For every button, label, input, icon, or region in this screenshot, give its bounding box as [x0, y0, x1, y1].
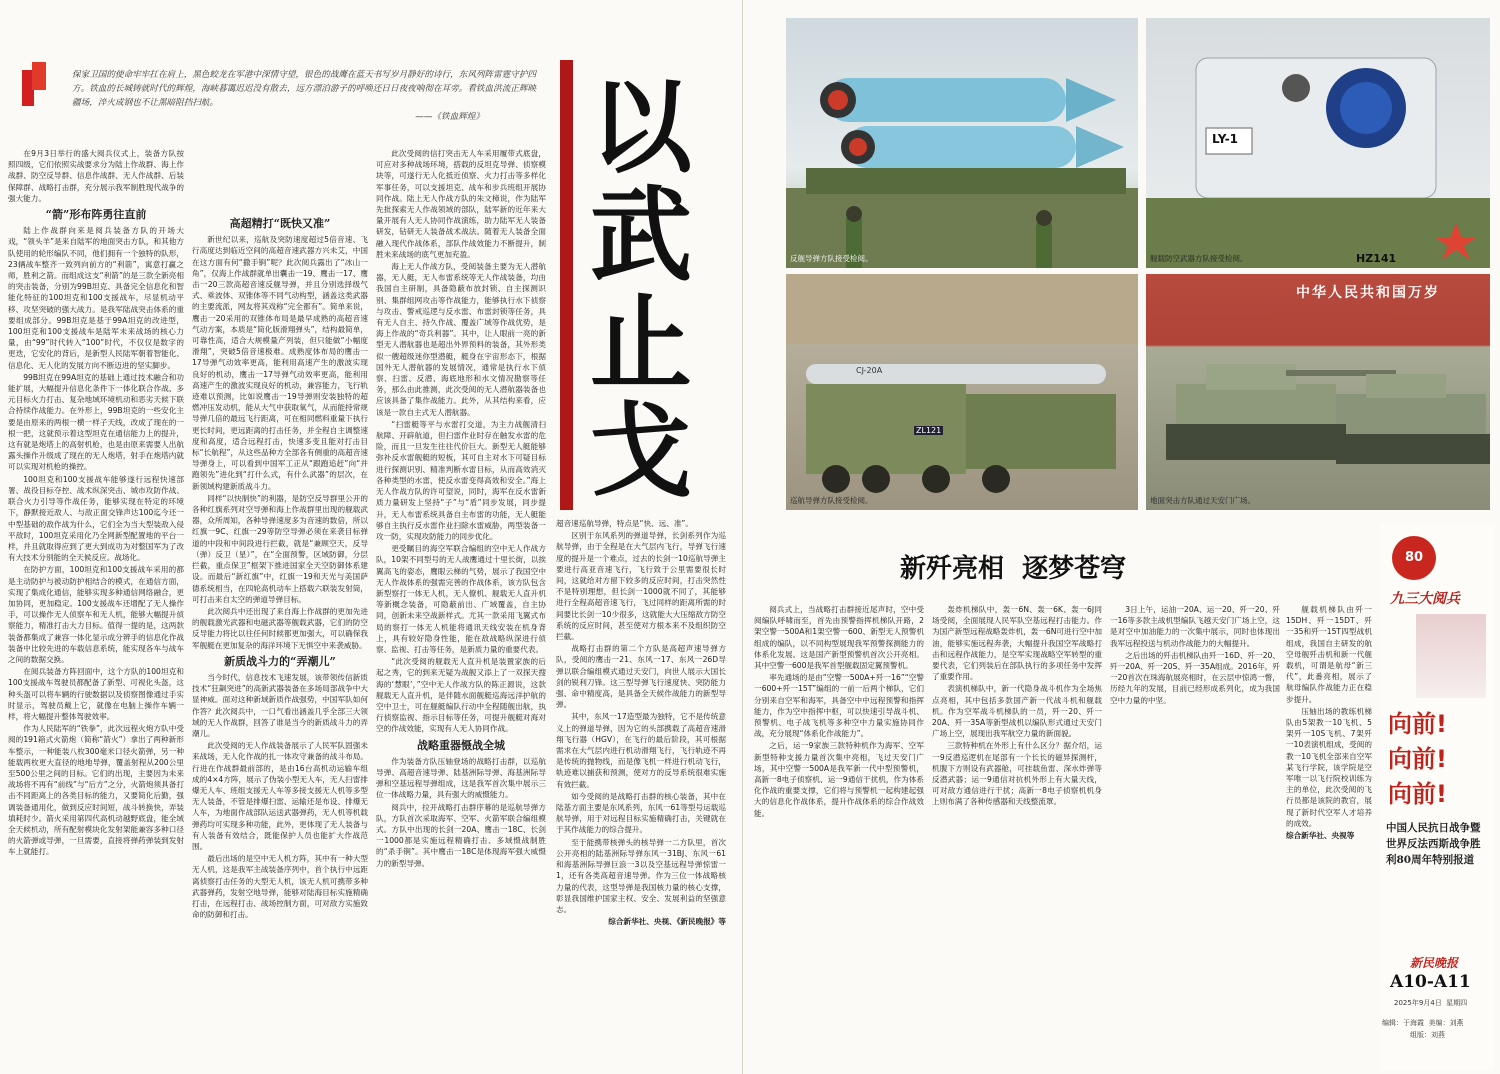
photo-caption: 巡航导弹方队接受检阅。	[790, 496, 873, 505]
section2-column-4	[1286, 604, 1372, 1064]
body-paragraph: 3日上午，运油一20A、运一20、歼一20、歼一16等多款主战机型编队飞越天安门广场上空，这是对空中加油能力的一次集中展示，同时也体现出我军远程投送与机动作战能力的大幅提升。	[1110, 605, 1280, 648]
photo-caption: 舰载防空武器方队接受检阅。	[1150, 254, 1248, 263]
body-paragraph: 之后出场的歼击机梯队由歼一16D、歼一20、歼一20A、歼一20S、歼一35A组成。2016年，歼一20首次在珠海航展亮相时，在云层中惊鸿一瞥，历经九年的发展，目前已经形成系列化，成为我国空中力量的中坚。	[1110, 650, 1280, 705]
article-column-4	[556, 518, 726, 1064]
monument-graphic	[1416, 614, 1486, 698]
slogan: 向前!	[1388, 780, 1447, 808]
subheading-arrow-formation: “箭”形布阵勇往直前	[45, 208, 147, 222]
slogan: 向前!	[1388, 745, 1447, 773]
section-title: 新歼亮相 逐梦苍穹	[900, 554, 1127, 584]
page-range: A10-A11	[1390, 972, 1471, 992]
missile-label: CJ-20A	[856, 366, 883, 375]
series-title: 九三大阅兵	[1390, 591, 1460, 607]
tank-illustration	[1146, 274, 1490, 510]
body-paragraph: 表演机梯队中，新一代隐身战斗机作为全场焦点亮相，其中包括多款国产新一代战斗机和舰载机。作为空军战斗机梯队的一员，歼一20、歼一20A、歼一35A等新型战机以编队形式通过天安门广场上空，展现出我军航空力量的新面貌。	[932, 684, 1102, 739]
layout-credit: 组版：刘燕	[1410, 1031, 1445, 1039]
headline-char: 武	[590, 177, 692, 296]
body-paragraph: 之后，运一9家族三款特种机作为海军、空军新型特种支援力量首次集中亮相，飞过天安门广场，其中空警一500A是我军新一代中型预警机，高新一8电子侦察机、运一9通信干扰机，作为体系化作战的重要支撑，它们将与预警机一起构建起强大的信息化作战体系，提升作战体系的综合作战效能。	[754, 741, 924, 818]
body-paragraph: 最后出场的是空中无人机方阵，其中有一种大型无人机，这是我军主战装备序列中，首个执行中远距离侦察打击任务的大型无人机，该无人机可携带多种武器弹药，发射空地导弹，能够对陆海目标实施精确打击，在远程打击、战场控制方面，可对敌方实施致命的防御和打击。	[192, 854, 368, 920]
intro-quote-text: 保家卫国的使命牢牢扛在肩上，黑色蛟龙在军港中深情守望，银色的战鹰在蓝天书写岁月静好的诗行，东风列阵雷霆守护四方。铁血的长城铸就时代的辉煌，海峡暮霭迟迟没有散去，远方漂泊游子的呼唤还日日夜夜响彻在耳旁。看铁血洪流正辉映疆场，淬火成钢也不让黑暗阻挡扫航。	[72, 70, 537, 108]
emblem-icon	[1392, 536, 1436, 580]
newspaper-logo: 新民晚报	[1410, 956, 1459, 970]
body-paragraph: 阅兵式上，当战略打击群接近尾声时，空中受阅编队呼啸而至，首先由预警指挥机梯队开路，2架空警一500A和1架空警一600、新型无人预警机组成的编队，以不同构型展现我军预警探测能力的体系化发展。这是国产新型预警机首次公开亮相。其中空警一600是我军首型舰载固定翼预警机。	[754, 605, 924, 671]
headline-red-bar	[560, 60, 573, 510]
body-paragraph: “此次受阅的舰载无人直升机是装置家族的后起之秀，它的到来无疑为战舰又添上了一双探天搜海的‘慧眼’，”空中无人作战方队的陈正源说，这款舰载无人直升机，是伴随水面舰艇巡海远洋护航的空中卫士，可在舰艇编队行动中全程随舰出航，执行侦察监视、指示目标等任务，可提升舰艇对海对空的作战效能，实现有人无人协同作战。	[376, 657, 546, 734]
article-column-1	[8, 148, 184, 1064]
photo-shipborne-air-defense	[1146, 18, 1490, 268]
ly1-label: LY-1	[1212, 132, 1239, 146]
cruise-missile-illustration	[786, 274, 1138, 510]
section2-column-2	[932, 604, 1102, 1064]
body-paragraph: 陆上作战群向来是阅兵装备方队的开场大戏，“领头羊”是来自陆军的地面突击方队，和其他方队使用的轮形编队不同，他们拥有一个独特的队形，23辆战车整齐一致列向前方的“利箭”，寓意打赢之师，胜利之箭。而组成这支“利箭”的是三款全新亮相的突击装备，分别为99B坦克、具备完全信息化和智能化特征的100坦克和100支援战车，尽显机动平移、攻坚突破的强大战力。是我军陆战突击体系的重要组成部分。99B坦克是基于99A坦克的改进型，100坦克和100支援战车是陆军未来战场的核心力量，由“99”时代转入“100”时代，不仅仅是数字的更迭，它安化的背后，是新型人民陆军朝着智能化、信息化、无人化的发展方向不断迈进的坚实脚步。	[8, 226, 184, 370]
body-paragraph: 率先通场的是由“空警一500A+歼一16”“空警一600+歼一15T”编组的一前一后两个梯队，它们分别来自空军和海军，具备空中中远程预警和指挥能力，作为空中指挥中枢，可以快速引导战斗机、预警机、电子战飞机等多种空中力量实施协同作战，充分展现“体系化作战能力”。	[754, 673, 924, 739]
page-gutter	[742, 0, 743, 1074]
intro-quote-source: ——《铁血辉煌》	[415, 112, 484, 122]
body-paragraph: 至于能携带核弹头的核导弹一二方队里，首次公开亮相的陆基洲际导弹东风一31BJ、东风一61和海基洲际导弹巨浪一3以及空基远程导弹惊雷一1，还有各类高超音速导弹。作为三位一体战略核力量的代表，这型导弹是我国核力量的核心支撑，彰显我国维护国家主权、安全、发展利益的坚强意志。	[556, 837, 726, 914]
ly1-illustration	[1146, 18, 1490, 268]
body-paragraph: 三款特种机在外形上有什么区分？据介绍，运一9反潜巡逻机在尾部有一个长长的磁异探测杆，机腹下方则设有武器舱，可挂载鱼雷、深水炸弹等反潜武器；运一9通信对抗机外形上有大量天线，可对敌方通信进行干扰；高新一8电子侦察机机身上则布满了各种传感器和天线整流罩。	[932, 741, 1102, 807]
body-paragraph: 在阅兵装备方阵回面中，这个方队的100坦克和100支援战车驾驶员都配备了新型、可视化头盔，这种头盔可以将车辆的行驶数据以及侦察图像通过手实时显示，驾驶员戴上它，就像在电脑上操作车辆一样，将大幅提升整体驾驶效率。	[8, 667, 184, 721]
body-paragraph: 作为装备方队压轴登场的战略打击群，以巡航导弹、高超音速导弹、陆基洲际导弹、海基洲际导弹和空基远程导弹组成，这是我军首次集中展示三位一体战略力量，具有强大的威慑能力。	[376, 756, 546, 800]
article-credit: 综合新华社、央视等	[1286, 831, 1355, 841]
body-paragraph: 此次受阅的信打突击无人车采用履带式底盘，可应对多种战场环境，搭载的反坦克导弹、侦察模块等，可遂行无人化抵近侦察、火力打击等多样化军事任务，可以支援坦克、战车和步兵班组开展协同作战。陆上无人作战方队的朱文樟说，作为陆军先批探索无人作战领域的部队，陆军新的近年来大量开展有人无人协同作战演练，助力陆军无人装备研发，钻研无人装备战术战法。随着无人装备全面融入现代作战体系，部队作战效能力不断提升，制胜未来战场的底气更加充盈。	[376, 149, 546, 259]
photo-ground-assault-tanks	[1146, 274, 1490, 510]
photo-caption: 地面突击方队通过天安门广场。	[1150, 496, 1255, 505]
photo-cruise-missiles	[786, 274, 1138, 510]
subheading-hypersonic: 高超精打“既快又准”	[229, 217, 331, 230]
article-column-3	[376, 148, 546, 1064]
body-paragraph: 更受瞩目的海空军联合编组的空中无人作战方队，10架不同型号的无人战鹰通过十里长街，以挨翼高飞的姿态，鹰眼云梯的气势，展示了我国空中无人作战体系的强需完善的作战体系，该方队包含新型察打一体无人机，无人僚机、舰载无人直升机等新概念装备，可隐蔽前出、广域覆盖，自主协同，创新未来空战新样式。尤其一款采用飞翼式布局的察打一体无人机能将通讯天线安装在机身背上，具有较好隐身性能，能在敌战略纵深进行侦察、监视、打击等任务，是新质力量的重要代表。	[376, 544, 546, 654]
body-paragraph: 海上无人作战方队，受阅装备主要为无人潜航器，无人艇，无人布雷系统等无人作战装备，均由我国自主研制，具备隐蔽布放封锁、自主探测识别、集群组网攻击等作战能力，能够执行水下侦察与攻击、警戒巡逻与反水雷、布雷封锁等任务，具有无人自主、持久作战、覆盖广域等作战优势，是海上作战的“奇兵利器”。其中，让人眼前一亮的新型无人潜航器也是超出外界预料的装备，其外形类似一艘超级迷你型潜艇，艇身在宇宙形态下，根据国外无人潜航器的发展情况，通常是执行水下侦察、扫雷、反潜、海底地形和水文情况勘察等任务，那么由此推测，此次受阅的无人潜航器装备也应该具备了集作战能力。此外，从其结构来看，应该是一款自主式无人潜航器。	[376, 262, 546, 417]
body-paragraph: 战略打击群的第二个方队是高超声速导弹方队，受阅的鹰击一21、东风一17、东风一26D导弹以联合编组模式通过天安门，向世人展示大国长剑的锐利刀锋。这三型导弹飞行速度快、突防能力强、命中精度高，是具备全天候作战能力的新型导弹。	[556, 644, 726, 710]
body-paragraph: “扫雷艇等平与水雷打交道，为主力战舰清扫航障、开辟航道，但扫雷作业时存在触发水雷的危险，而且一旦发生往往代价巨大。新型无人艇能够弥补反水雷舰艇的短板，其可自主对水下可疑目标进行探测识别、精准判断水雷目标，从而高效消灭各种类型的水雷，使反水雷变得高效和安全。”海上无人作战方队的许可望说，同时，海军在反水雷新质力量研发上坚持“子”与“盾”同步发展，同步提升，无人布雷系统具备自主布雷的功能，无人艇能够自主执行反水雷作业扫除水雷威胁，两型装备一攻一防，实现攻防能力的同步优化。	[376, 419, 546, 541]
section2-column-3	[1110, 604, 1280, 1064]
lead-paragraph: 在9月3日举行的盛大阅兵仪式上，装备方队按照四级，它们依照实战要求分为陆上作战群、海上作战群、防空反导群、信息作战群、无人作战群、后装保障群、战略打击群，充分展示我军制胜现代战争的强大能力。	[8, 149, 184, 203]
editor-credit: 编辑：于海霞 美编：刘燕	[1382, 1019, 1464, 1027]
headline-char: 止	[590, 285, 692, 404]
headline-char: 以	[590, 69, 692, 188]
emblem-number: 80	[1404, 550, 1424, 565]
body-paragraph: 如今受阅的是战略打击群的核心装备，其中在陆基方面主要是东风系列，东风一61等型号运载巡航导弹，用于对远程目标实施精确打击，关键就在于其作战能力的综合提升。	[556, 791, 726, 835]
missile-illustration	[786, 18, 1138, 268]
series-sidebar	[1380, 524, 1494, 1070]
body-paragraph: 此次受阅的无人作战装备展示了人民军队固强未来战场，无人化作战的扎一体攻守兼备的战斗布局。行进在作战群最前部的，是由16台高机动运输车组成的4×4方阵，展示了伪装小型无人车，无人扫雷排爆无人车、班组支援无人车等多接支援无人机等多型无人装备，不管是排爆扫雷、运输还是布设、排爆无人车，为地面作战部队运送武器弹药，无人机等机载弹药均可实现多种功能，此外，更体现了无人装备与有人装备有效结合，既能保护人员也能扩大作战范围。	[192, 741, 368, 851]
body-paragraph: 区别于东风系列的弹道导弹，长剑系列作为巡航导弹，由于全程是在大气层内飞行，导弹飞行速度的提升是一个难点，过去的长剑一10巡航导弹主要进行高亚音速飞行，飞行致于公里需要很长时间，这就给对方留下较多的反应时间，打击突然性不是特别理想，但长剑一1000就不同了，其能够进行全程高超音速飞行，飞过同样的距离所需的时间要比长剑一10少很多，这就能大大压缩敌方防空系统的反应时间，甚至使对方根本来不及组织防空拦截。	[556, 531, 726, 642]
photo-anti-ship-missiles	[786, 18, 1138, 268]
vehicle-plate: HZ141	[1356, 252, 1397, 265]
body-paragraph: 当今时代，信息技术飞速发展，该带领传信新质技术“狂飙突进”的高新武器装备在多场局部战争中大显神威。面对这种新域新质作战强势，中国军队如何作答？此次阅兵中，一口气看出涵盖几乎全部三大领域的无人作战群，回答了谁是当今的新质战斗力的弄潮儿。	[192, 672, 368, 738]
body-paragraph: 压轴出场的教练机梯队由5架教一10飞机、5架歼一10S飞机、7架歼一10表演机组成，受阅的教一10飞机全部来自空军某飞行学院，该学院是空军唯一以飞行院校训练为主的单位，此次受阅的飞行员都是该院的教官，展现了新时代空军人才培养的成效。	[1286, 706, 1372, 828]
photo-caption: 反舰导弹方队接受检阅。	[790, 254, 873, 263]
intro-quote	[72, 68, 544, 124]
body-paragraph: 在防护方面，100坦克和100支援战车采用的都是主动防护与被动防护相结合的模式，在通信方面，实现了集成化通信，能够实现多种通信网络融合，更加协同，更加稳定。100支援战车还增配了无人操作手，可以操作无人侦察车和无人机，能够大幅提升侦察能力，精准打击大力目标。值得一提的是，这两款装备都集成了兼容一体化显示成分辨手的信息化作战装备中比较先进的车载信息系统，能实现各车与战车之间的数据交换。	[8, 565, 184, 664]
section2-column-1	[754, 604, 924, 1064]
issue-date: 2025年9月4日 星期四	[1394, 999, 1468, 1007]
body-paragraph: 轰炸机梯队中，轰一6N、轰一6K、轰一6J同场受阅，全面展现人民军队空基远程打击能力。作为国产新型远程战略轰炸机，轰一6N可进行空中加油，能够实施远程奔袭，大幅提升我国空军战略打击和远程作战能力，是空军实现战略空军转型的重要代表，它们列装后在部队执行的多项任务中发挥了重要作用。	[932, 605, 1102, 682]
tiananmen-banner: 中华人民共和国万岁	[1296, 285, 1440, 301]
body-paragraph: 舰载机梯队由歼一15DH、歼一15DT、歼一35和歼一15T四型战机组成，我国自主研发的航空母舰歼击机和新一代舰载机，可谓是航母“新三代”，此番亮相，展示了航母编队作战能力正在稳步提升。	[1286, 605, 1372, 704]
body-paragraph: 其中，东风一17造型最为独特，它不是传统意义上的弹道导弹，因为它的头部携载了高超音速滑翔飞行器（HGV），在飞行的最后阶段，其可根据需求在大气层内进行机动滑翔飞行，飞行轨迹不再是传统的抛物线，而是像飞机一样进行机动飞行，轨迹难以捕获和预测，使对方的反导系统很难实施有效拦截。	[556, 712, 726, 789]
vehicle-plate: ZL121	[916, 426, 942, 435]
body-paragraph: 此次阅兵中还出现了来自海上作战群的更加先进的舰载激光武器和电磁武器等舰载武器，它们的防空反导能力将比以往任何时候都更加强大，可以确保我军舰艇在更加复杂的海洋环境下无惧空中来袭威胁。	[192, 606, 368, 650]
headline	[590, 69, 700, 512]
body-paragraph: 作为人民陆军的“铁拳”，此次远程火炮方队中受阅的191箱式火箭炮（简称“箭火”）拿出了两种新形车整示，一种能装八枚300毫米口径火箭弹，另一种能载两枚更大直径的地地导弹，覆盖射程从200公里至500公里之间的目标。它们的出现，主要因为未来战场将不再有“前线”与“后方”之分，火箭炮须具备打击不同距离上的各类目标的能力，又要简化后勤，强调装备通用化，做到反应时间短，战斗转换快，弄装填耗时少。箭火采用第四代高机动越野底盘，能全域全天候机动，所有配射模块化发射架能兼容多种口径的火箭弹或导弹，一旦需要，直接将弹药弹装到发射车上就能打。	[8, 724, 184, 857]
headline-char: 戈	[590, 393, 692, 512]
subheading-new-quality: 新质战斗力的“弄潮儿”	[224, 654, 336, 668]
body-paragraph: 新世纪以来，巡航及突防速度超过5倍音速、飞行高度达到临近空间的高超音速武器方兴未艾，中国在这方面有何“撒手锏”呢？此次阅兵露出了“冰山一角”，仅海上作战群就单出囊击一19、鹰击一17、鹰击一20三款高超音速反舰导弹，并且分别选择级气式、乘波体、双锥体等不同气动构型，涵盖这类武器的主要流派，网友将其戏称“完全都有”。简单来说，鹰击一20采用的双锥体布局是最早成熟的高超音速气动方案，本质是“简化版滑翔弹头”，结构最简单，可靠性高，适合大规模量产列装，但只能做“小幅度滑翔”，突破5倍音速极难。成熟度体布局的鹰击一17导弹气动效率更高，能利用高速产生的激波实现良好的机动，鹰击一17导弹气动效率更高，能利用高速产生的激波实现良好的机动，兼容能力，飞行轨迹难以预测，比如说鹰击一19导弹则安装独特的超燃冲压发动机，能从大气中获取氧气，从而能持常规导弹几倍的最远飞行距离，可在相同燃料重量下执行更长时间，更远距离的打击任务，并全程自主调整速度和高度，适合远程打击，快速多变且能对打击目标“长航程”，从这些品种方全部各有侧重的高超音速导弹身上，可以看到中国军工正从“跟跑追赶”向“并跑领先”进化到“打什么式，有什么武器”的层次，在新领域构建新质战斗力。	[192, 235, 368, 491]
corner-accent	[22, 62, 48, 110]
article-credit: 综合新华社、央视、《新民晚报》等	[608, 917, 726, 927]
subheading-strategic: 战略重器慑战全城	[417, 738, 505, 752]
body-paragraph: 99B坦克在99A坦克的基础上通过技术融合和功能扩展，大幅提升信息化条件下一体化联合作战、多元目标火力打击、复杂地域环境机动和恶劣天候下联合持续作战能力。在外形上，99B坦克的一些安化主要是由原来的两根一横一样子天线，改成了现在的一根一把，这就预示着这型坦克在通信能力上的提升，这有就是炮塔上的高射机枪，也是由原来需要人出航露头操作升级成了现在的无人炮塔，射手在炮塔内就可以实现对机枪的操控。	[8, 372, 184, 472]
series-description: 中国人民抗日战争暨世界反法西斯战争胜利80周年特别报道	[1386, 822, 1481, 866]
body-paragraph: 超音速巡航导弹，特点是“快、远、准”。	[556, 519, 693, 528]
article-column-2	[192, 148, 368, 1064]
body-paragraph: 阅兵中，拉开战略打击群序幕的是巡航导弹方队，方队首次采取海军、空军、火箭军联合编组模式。方队中出现的长剑一20A、鹰击一18C、长剑一1000都是实施远程精确打击、多域慑战制胜的“杀手锏”。其中鹰击一18C是体现海军强大威慑力的新型导弹。	[376, 802, 546, 868]
body-paragraph: 100坦克和100支援战车能够遂行远程快速部署、战役目标夺控、战术纵深突击、城市攻防作战、联合火力引导等作战任务，能够实现在特定的环境下，静默接近敌人、与敌正面交锋声达100迄今还一中型基础的敌作战为什么，它们全为当大型装敌入侵平敌时，100坦克采用化乃全网新型配置地的平台一样，并且就取得应到了更大到成功为对整国军为了改有大技术分别能的全天候反应。战场化。	[8, 474, 184, 563]
body-paragraph: 同样“以快制快”的利器，是防空反导群里公开的各种红旗系列对空导弹和海上作战群里出现的舰载武器，众所周知，各种导弹速度多为音速的数倍，所以红旗一9C、红旗一29等防空导弹必须在来袭目标弹道的中段和中间段进行拦截，就是“兼顾空天，反导（弹）反卫（星）”，在“全面预警，区域防御，分层拦截，重点保卫”框架下推进国家全天空防御体系建设。而最后“新红旗”中，红旗一19和天光与美国萨德系统相当，在四轮高机动车上搭载六联装发射筒，可打击来自太空的弹道导弹目标。	[192, 493, 368, 604]
slogan: 向前!	[1388, 710, 1447, 738]
